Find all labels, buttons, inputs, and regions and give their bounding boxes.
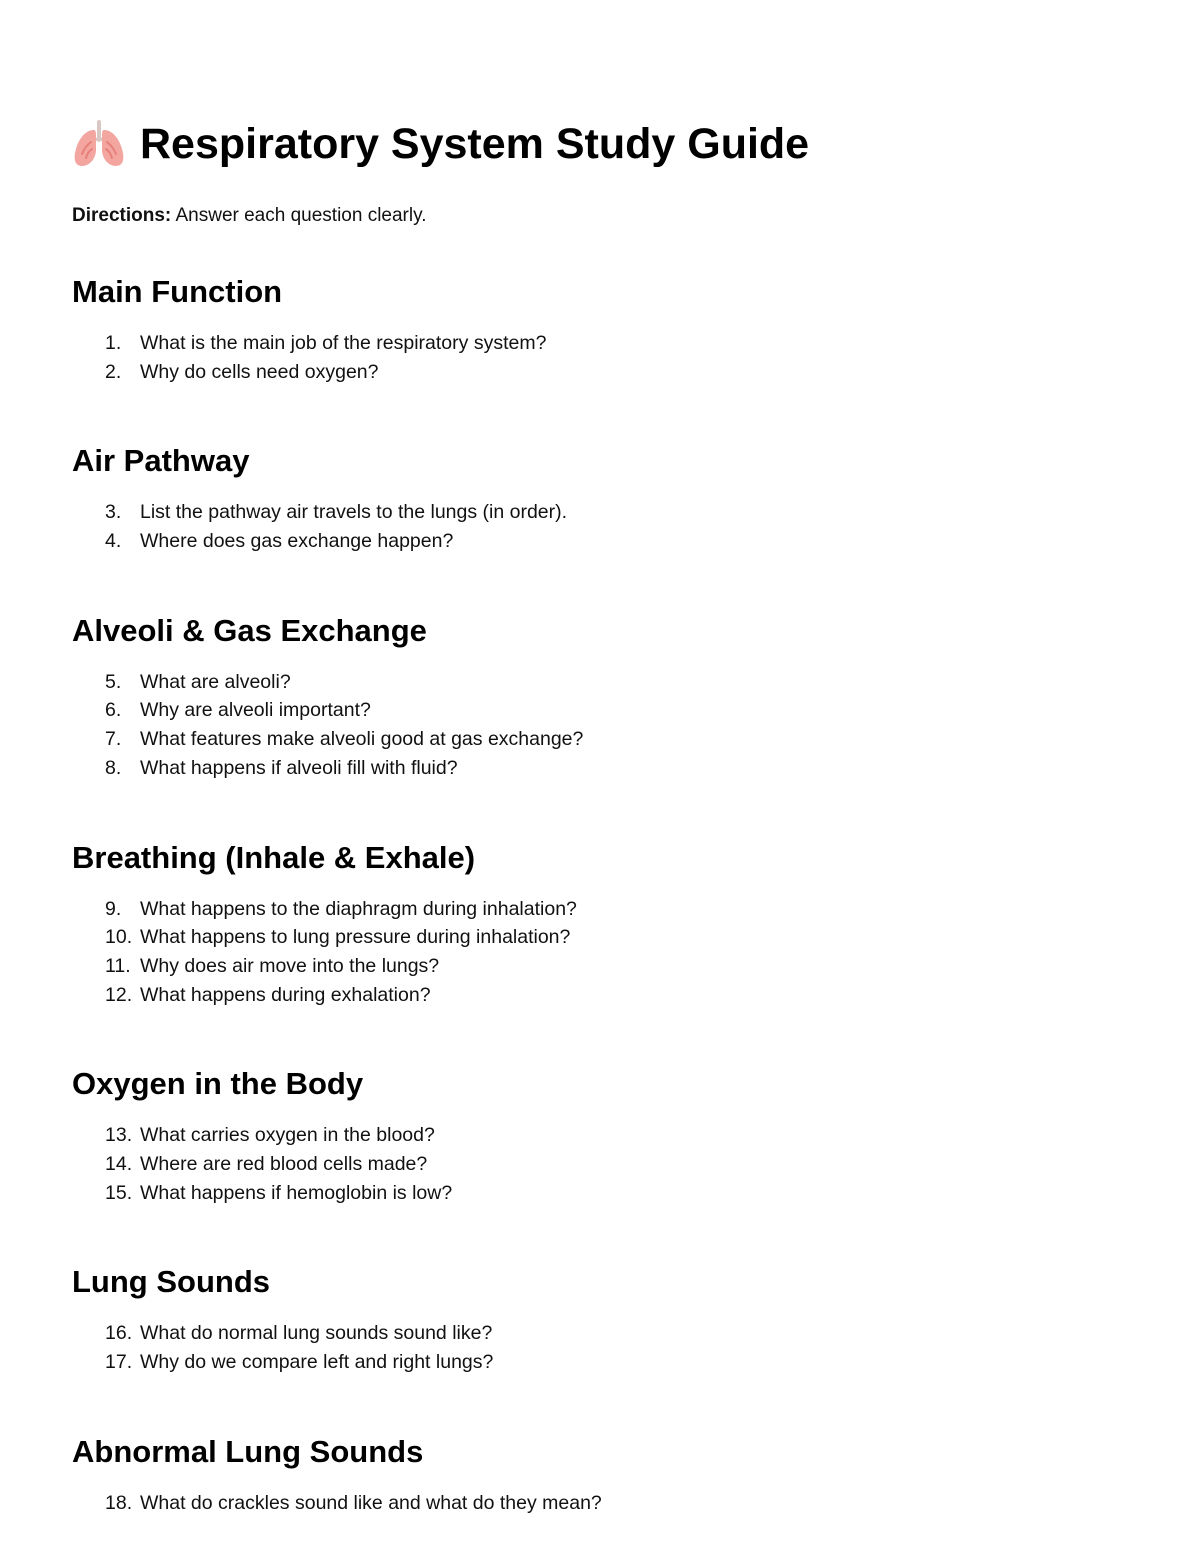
question-16	[72, 1319, 1128, 1348]
question-number: 6.	[105, 699, 122, 722]
question-text: What do normal lung sounds sound like?	[140, 1322, 493, 1345]
question-11	[72, 952, 1128, 981]
question-text: What happens during exhalation?	[140, 983, 431, 1006]
question-list	[72, 895, 1128, 1010]
question-text: What happens to lung pressure during inhalation?	[140, 926, 571, 949]
question-text: What happens if hemoglobin is low?	[140, 1181, 453, 1204]
question-list	[72, 1319, 1128, 1376]
question-number: 10.	[105, 926, 133, 949]
page-title	[72, 112, 1128, 176]
section-title: Lung Sounds	[72, 1264, 271, 1300]
question-number: 4.	[105, 530, 122, 553]
question-text: Why are alveoli important?	[140, 699, 371, 722]
directions-text: Answer each question clearly.	[171, 205, 427, 226]
question-12	[72, 981, 1128, 1010]
question-text: Where are red blood cells made?	[140, 1152, 428, 1175]
question-text: What is the main job of the respiratory system?	[140, 332, 547, 354]
question-2	[72, 358, 1128, 387]
question-number: 7.	[105, 728, 122, 751]
directions-label: Directions:	[72, 205, 172, 226]
question-7	[72, 725, 1128, 754]
section-title: Breathing (Inhale & Exhale)	[72, 839, 476, 875]
question-number: 13.	[105, 1124, 133, 1147]
question-text: Where does gas exchange happen?	[140, 530, 454, 553]
question-17	[72, 1348, 1128, 1377]
question-text: What do crackles sound like and what do they mean?	[140, 1491, 602, 1514]
section-alveoli-gas-exchange	[72, 602, 1128, 783]
question-14	[72, 1150, 1128, 1179]
section-title: Abnormal Lung Sounds	[72, 1433, 424, 1469]
question-number: 18.	[105, 1491, 133, 1514]
question-number: 12.	[105, 983, 133, 1006]
section-lung-sounds	[72, 1253, 1128, 1376]
section-title: Main Function	[72, 274, 283, 309]
question-15	[72, 1179, 1128, 1208]
question-3	[72, 498, 1128, 527]
question-text: What happens if alveoli fill with fluid?	[140, 756, 458, 779]
study-guide-page	[72, 112, 1128, 1517]
question-18	[72, 1489, 1128, 1518]
question-text: List the pathway air travels to the lungs (in order).	[140, 501, 568, 524]
question-number: 3.	[105, 501, 122, 524]
question-13	[72, 1121, 1128, 1150]
question-list	[72, 668, 1128, 783]
section-abnormal-lung-sounds	[72, 1423, 1128, 1518]
question-list	[72, 498, 1128, 555]
question-number: 2.	[105, 360, 122, 383]
question-5	[72, 668, 1128, 697]
question-text: Why does air move into the lungs?	[140, 954, 440, 977]
question-list	[72, 329, 1128, 386]
question-text: Why do cells need oxygen?	[140, 360, 379, 383]
question-number: 1.	[105, 332, 122, 354]
question-number: 15.	[105, 1181, 133, 1204]
section-title: Air Pathway	[72, 443, 250, 479]
question-text: What features make alveoli good at gas exchange?	[140, 728, 584, 751]
question-list	[72, 1121, 1128, 1207]
question-number: 9.	[105, 897, 122, 920]
question-number: 17.	[105, 1351, 133, 1373]
question-number: 5.	[105, 670, 122, 693]
question-number: 11.	[105, 954, 131, 977]
section-oxygen-in-the-body	[72, 1055, 1128, 1207]
question-number: 8.	[105, 756, 122, 779]
section-main-function	[72, 263, 1128, 386]
section-title: Oxygen in the Body	[72, 1066, 364, 1102]
question-8	[72, 754, 1128, 783]
section-air-pathway	[72, 432, 1128, 555]
question-1	[72, 329, 1128, 358]
lungs-icon	[72, 120, 126, 168]
directions	[72, 199, 1128, 233]
question-6	[72, 696, 1128, 725]
question-9	[72, 895, 1128, 924]
question-list	[72, 1489, 1128, 1518]
section-breathing	[72, 829, 1128, 1010]
question-text: What happens to the diaphragm during inhalation?	[140, 897, 577, 920]
question-text: What are alveoli?	[140, 670, 291, 693]
question-number: 16.	[105, 1322, 133, 1345]
question-10	[72, 923, 1128, 952]
question-text: Why do we compare left and right lungs?	[140, 1351, 494, 1373]
section-title: Alveoli & Gas Exchange	[72, 612, 427, 648]
page-title-text: Respiratory System Study Guide	[140, 120, 810, 168]
question-4	[72, 527, 1128, 556]
question-text: What carries oxygen in the blood?	[140, 1124, 435, 1147]
question-number: 14.	[105, 1152, 133, 1175]
